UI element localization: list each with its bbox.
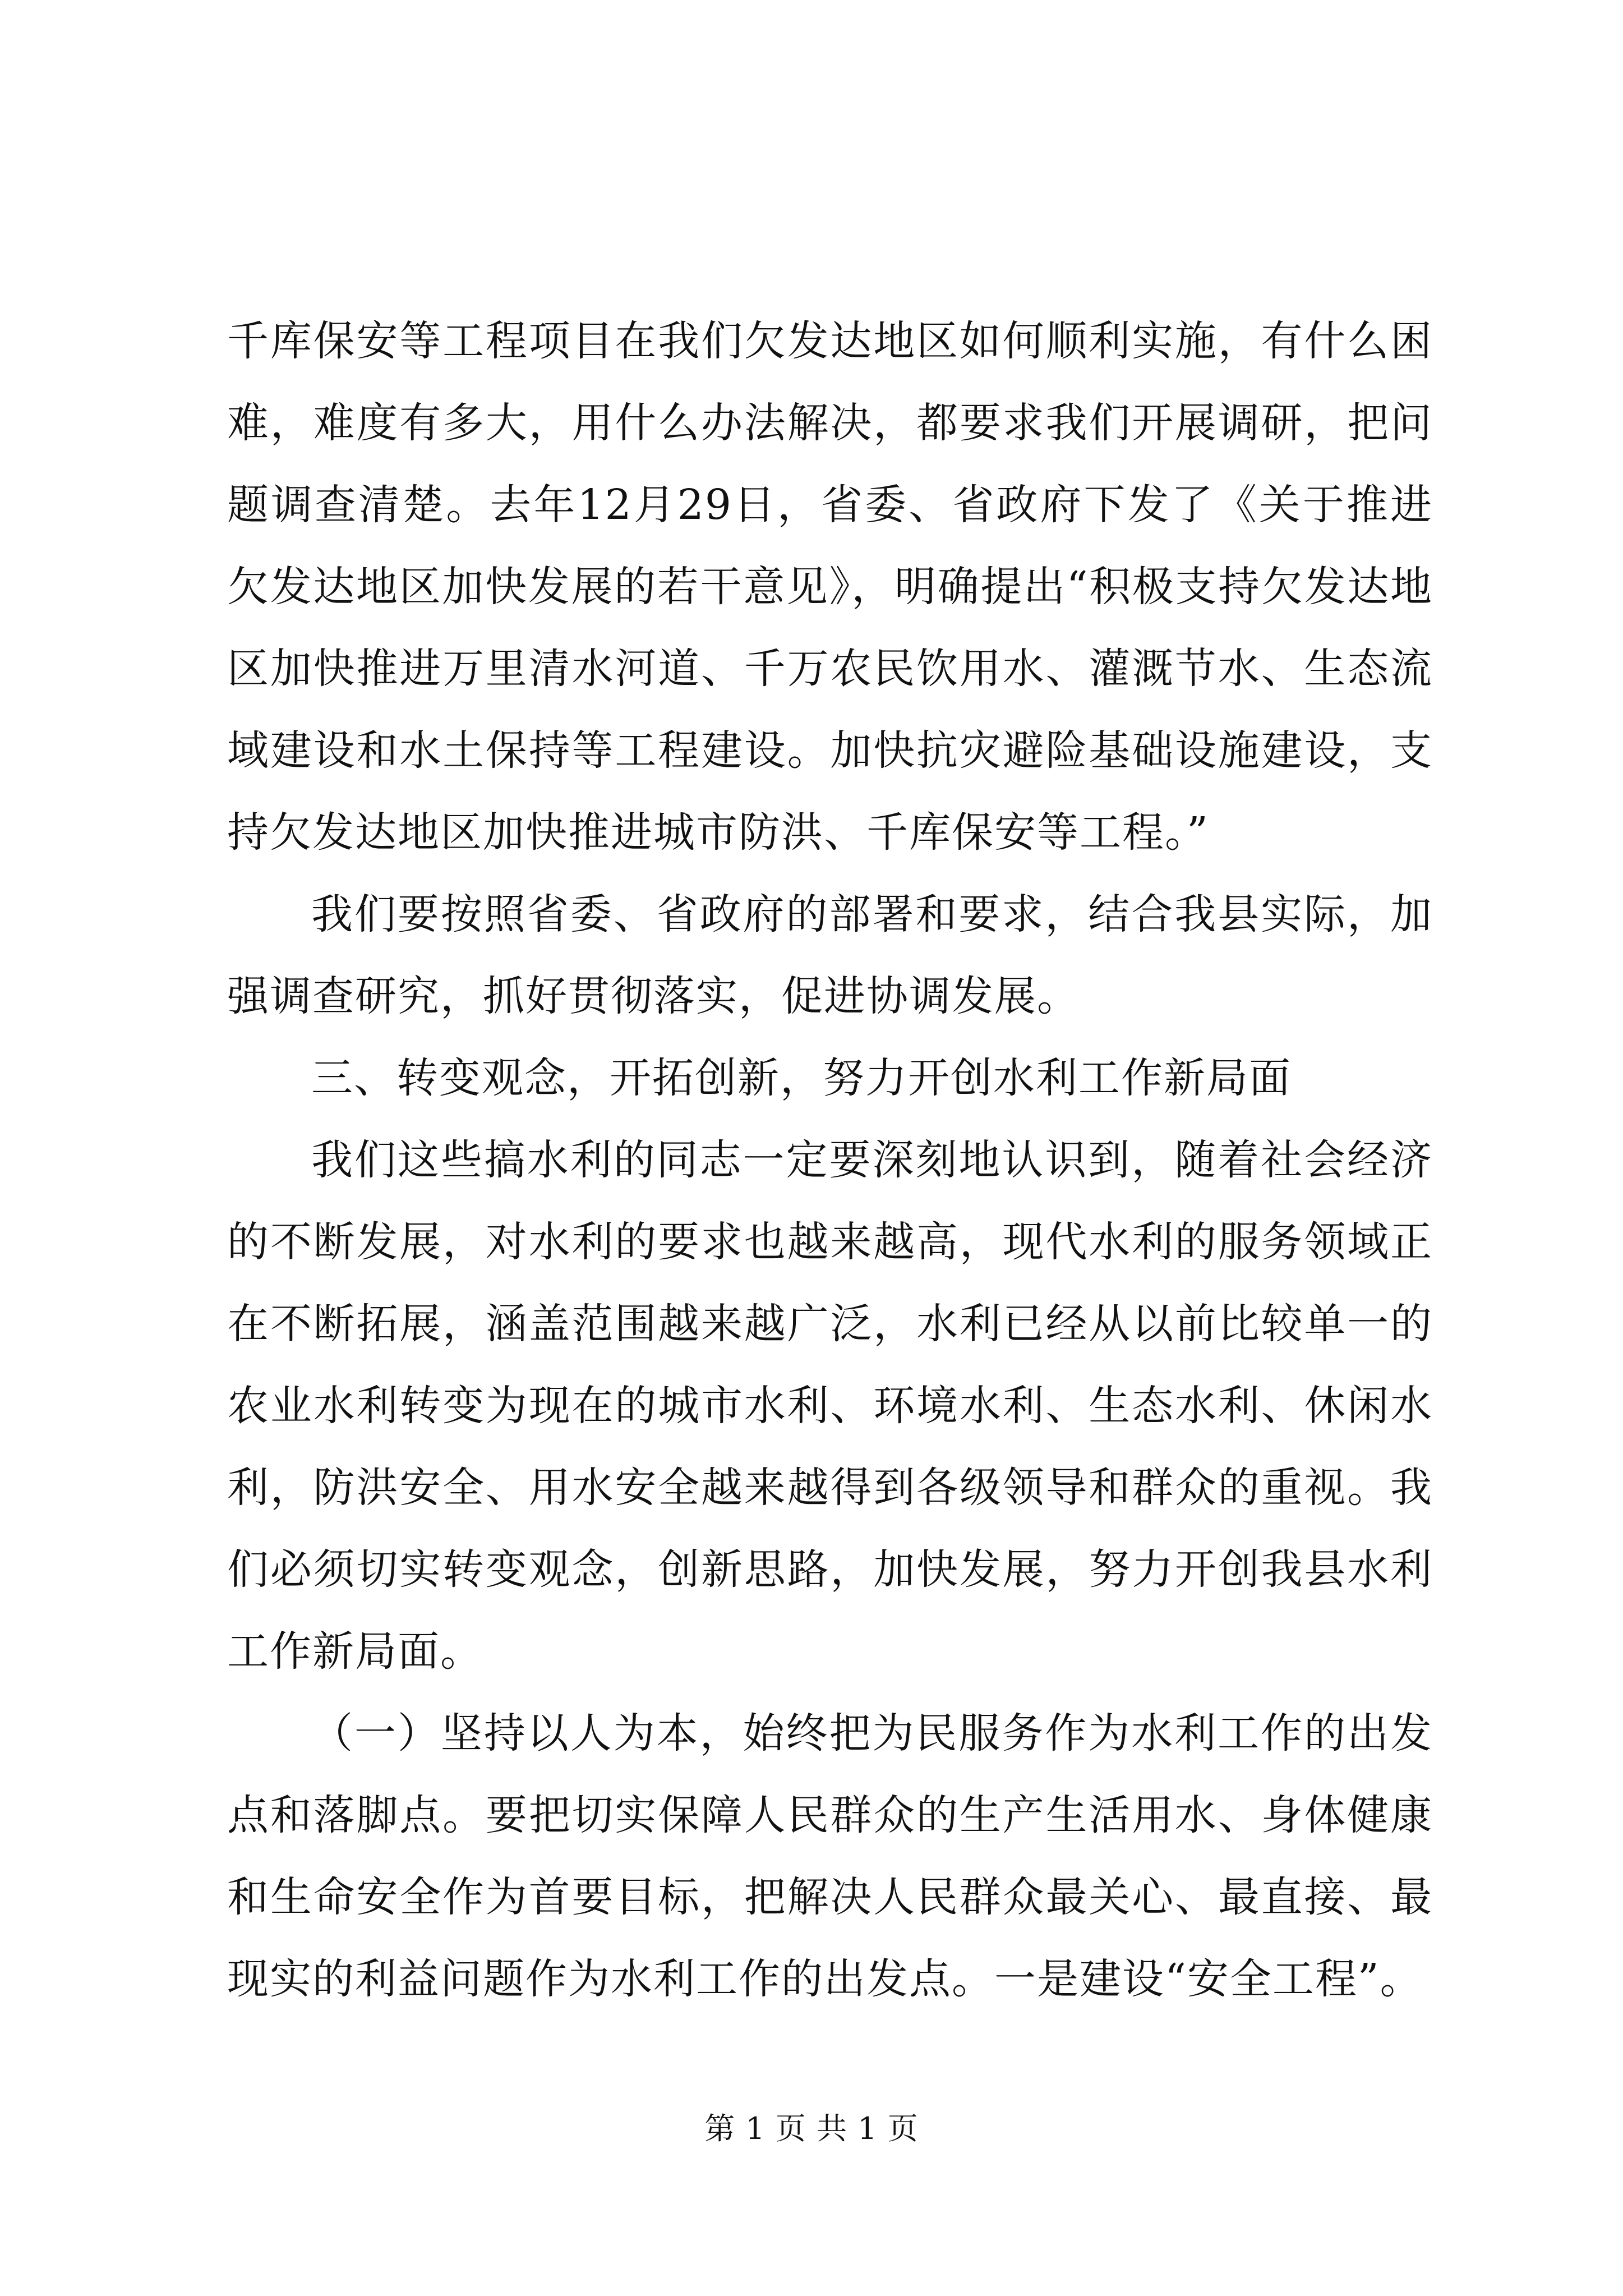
paragraph-4: （一）坚持以人为本，始终把为民服务作为水利工作的出发点和落脚点。要把切实保障人民群众的生产生活用水、身体健康和生命安全作为首要目标，把解决人民群众最关心、最直接、最现实的利益问题作为水利工作的出发点。一是建设“安全工程”。 — [227, 1709, 1433, 2003]
page-number-footer: 第 1 页 共 1 页 — [704, 2111, 919, 2146]
document-body — [227, 300, 1433, 2020]
section-heading: 三、转变观念，开拓创新，努力开创水利工作新局面 — [311, 1054, 1292, 1102]
paragraph-1: 千库保安等工程项目在我们欠发达地区如何顺利实施，有什么困难，难度有多大，用什么办法解决，都要求我们开展调研，把问题调查清楚。去年12月29日，省委、省政府下发了《关于推进欠发达地区加快发展的若干意见》，明确提出“积极支持欠发达地区加快推进万里清水河道、千万农民饮用水、灌溉节水、生态流域建设和水土保持等工程建设。加快抗灾避险基础设施建设，支持欠发达地区加快推进城市防洪、千库保安等工程。” — [227, 317, 1433, 857]
paragraph-2: 我们要按照省委、省政府的部署和要求，结合我县实际，加强调查研究，抓好贯彻落实，促进协调发展。 — [227, 890, 1433, 1020]
paragraph-3: 我们这些搞水利的同志一定要深刻地认识到，随着社会经济的不断发展，对水利的要求也越来越高，现代水利的服务领域正在不断拓展，涵盖范围越来越广泛，水利已经从以前比较单一的农业水利转变为现在的城市水利、环境水利、生态水利、休闲水利，防洪安全、用水安全越来越得到各级领导和群众的重视。我们必须切实转变观念，创新思路，加快发展，努力开创我县水利工作新局面。 — [227, 1136, 1433, 1676]
